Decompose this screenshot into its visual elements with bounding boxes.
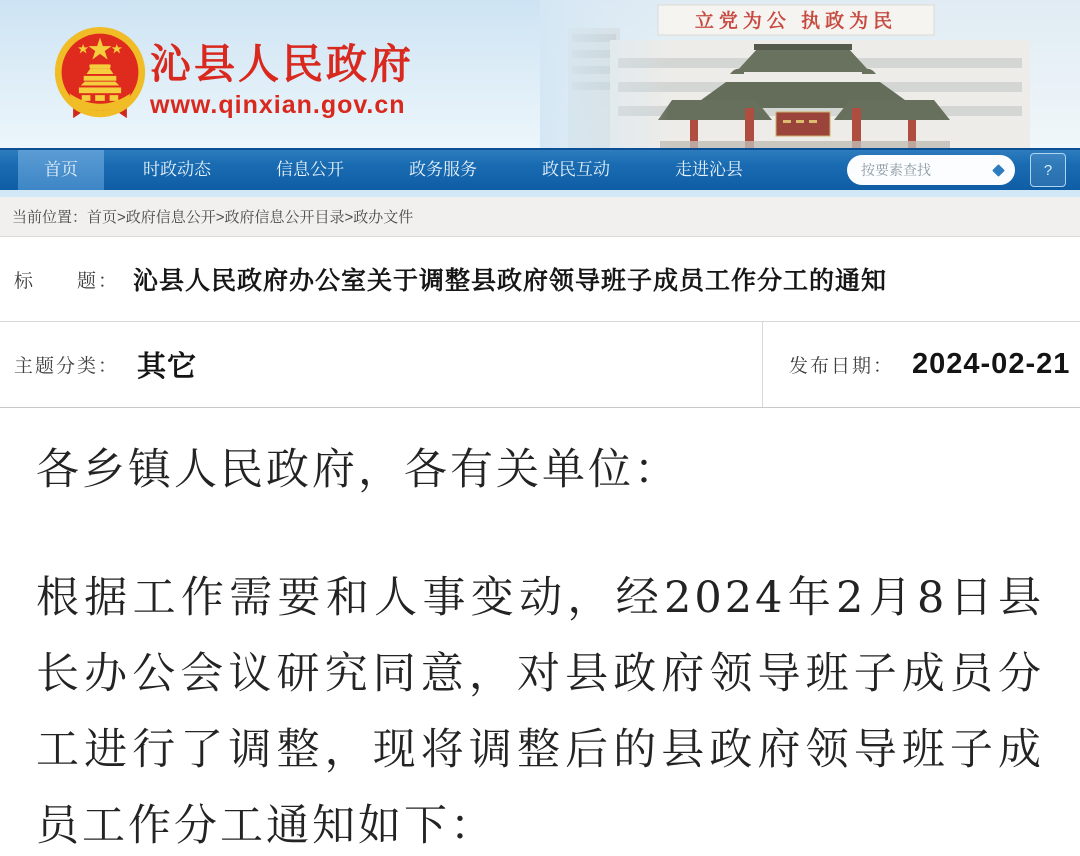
- publish-date-value: 2024-02-21: [912, 348, 1071, 380]
- nav-item-interaction[interactable]: 政民互动: [542, 160, 610, 179]
- nav-item-news[interactable]: 时政动态: [143, 160, 211, 179]
- category-label: 主题分类：: [14, 356, 120, 377]
- breadcrumb-path[interactable]: 首页>政府信息公开>政府信息公开目录>政办文件: [87, 209, 414, 226]
- breadcrumb: [0, 197, 1080, 237]
- body-paragraph-main: 根据工作需要和人事变动，经2024年2月8日县长办公会议研究同意，对县政府领导班子成员分工进行了调整，现将调整后的县政府领导班子成员工作分工通知如下：: [36, 573, 1044, 851]
- nav-item-home[interactable]: 首页: [18, 150, 104, 190]
- search-select[interactable]: [847, 155, 1015, 185]
- banner-text: 立党为公 执政为民: [694, 11, 898, 32]
- doc-body: [0, 408, 1080, 856]
- site-header: [0, 0, 1080, 148]
- question-icon: ?: [1043, 161, 1053, 179]
- diamond-dropdown-icon: [992, 164, 1005, 177]
- search-select-placeholder: 按要素查找: [861, 162, 931, 178]
- site-url: www.qinxian.gov.cn: [150, 91, 406, 120]
- title-label: 标 题：: [14, 270, 120, 292]
- site-title-block: [150, 40, 414, 120]
- category-value: 其它: [137, 351, 198, 383]
- nav-bottom-strip: [0, 190, 1080, 197]
- site-name: 沁县人民政府: [150, 41, 414, 87]
- government-building-photo: [540, 0, 1080, 148]
- national-emblem-icon: [52, 22, 148, 126]
- nav-item-info-disclosure[interactable]: 信息公开: [276, 160, 344, 179]
- nav-search-area: [847, 150, 1080, 190]
- main-nav: [0, 148, 1080, 190]
- publish-date-cell: [763, 322, 1080, 407]
- breadcrumb-label: 当前位置：: [12, 209, 88, 226]
- doc-title-row: [0, 237, 1080, 322]
- search-help-button[interactable]: [1030, 153, 1066, 187]
- doc-title: 沁县人民政府办公室关于调整县政府领导班子成员工作分工的通知: [133, 267, 888, 295]
- body-paragraph-salutation: 各乡镇人民政府，各有关单位：: [36, 445, 680, 495]
- publish-date-label: 发布日期：: [789, 356, 895, 377]
- category-cell: [0, 322, 763, 407]
- nav-item-about-qinxian[interactable]: 走进沁县: [675, 160, 743, 179]
- doc-meta-row: [0, 322, 1080, 408]
- nav-item-services[interactable]: 政务服务: [409, 160, 477, 179]
